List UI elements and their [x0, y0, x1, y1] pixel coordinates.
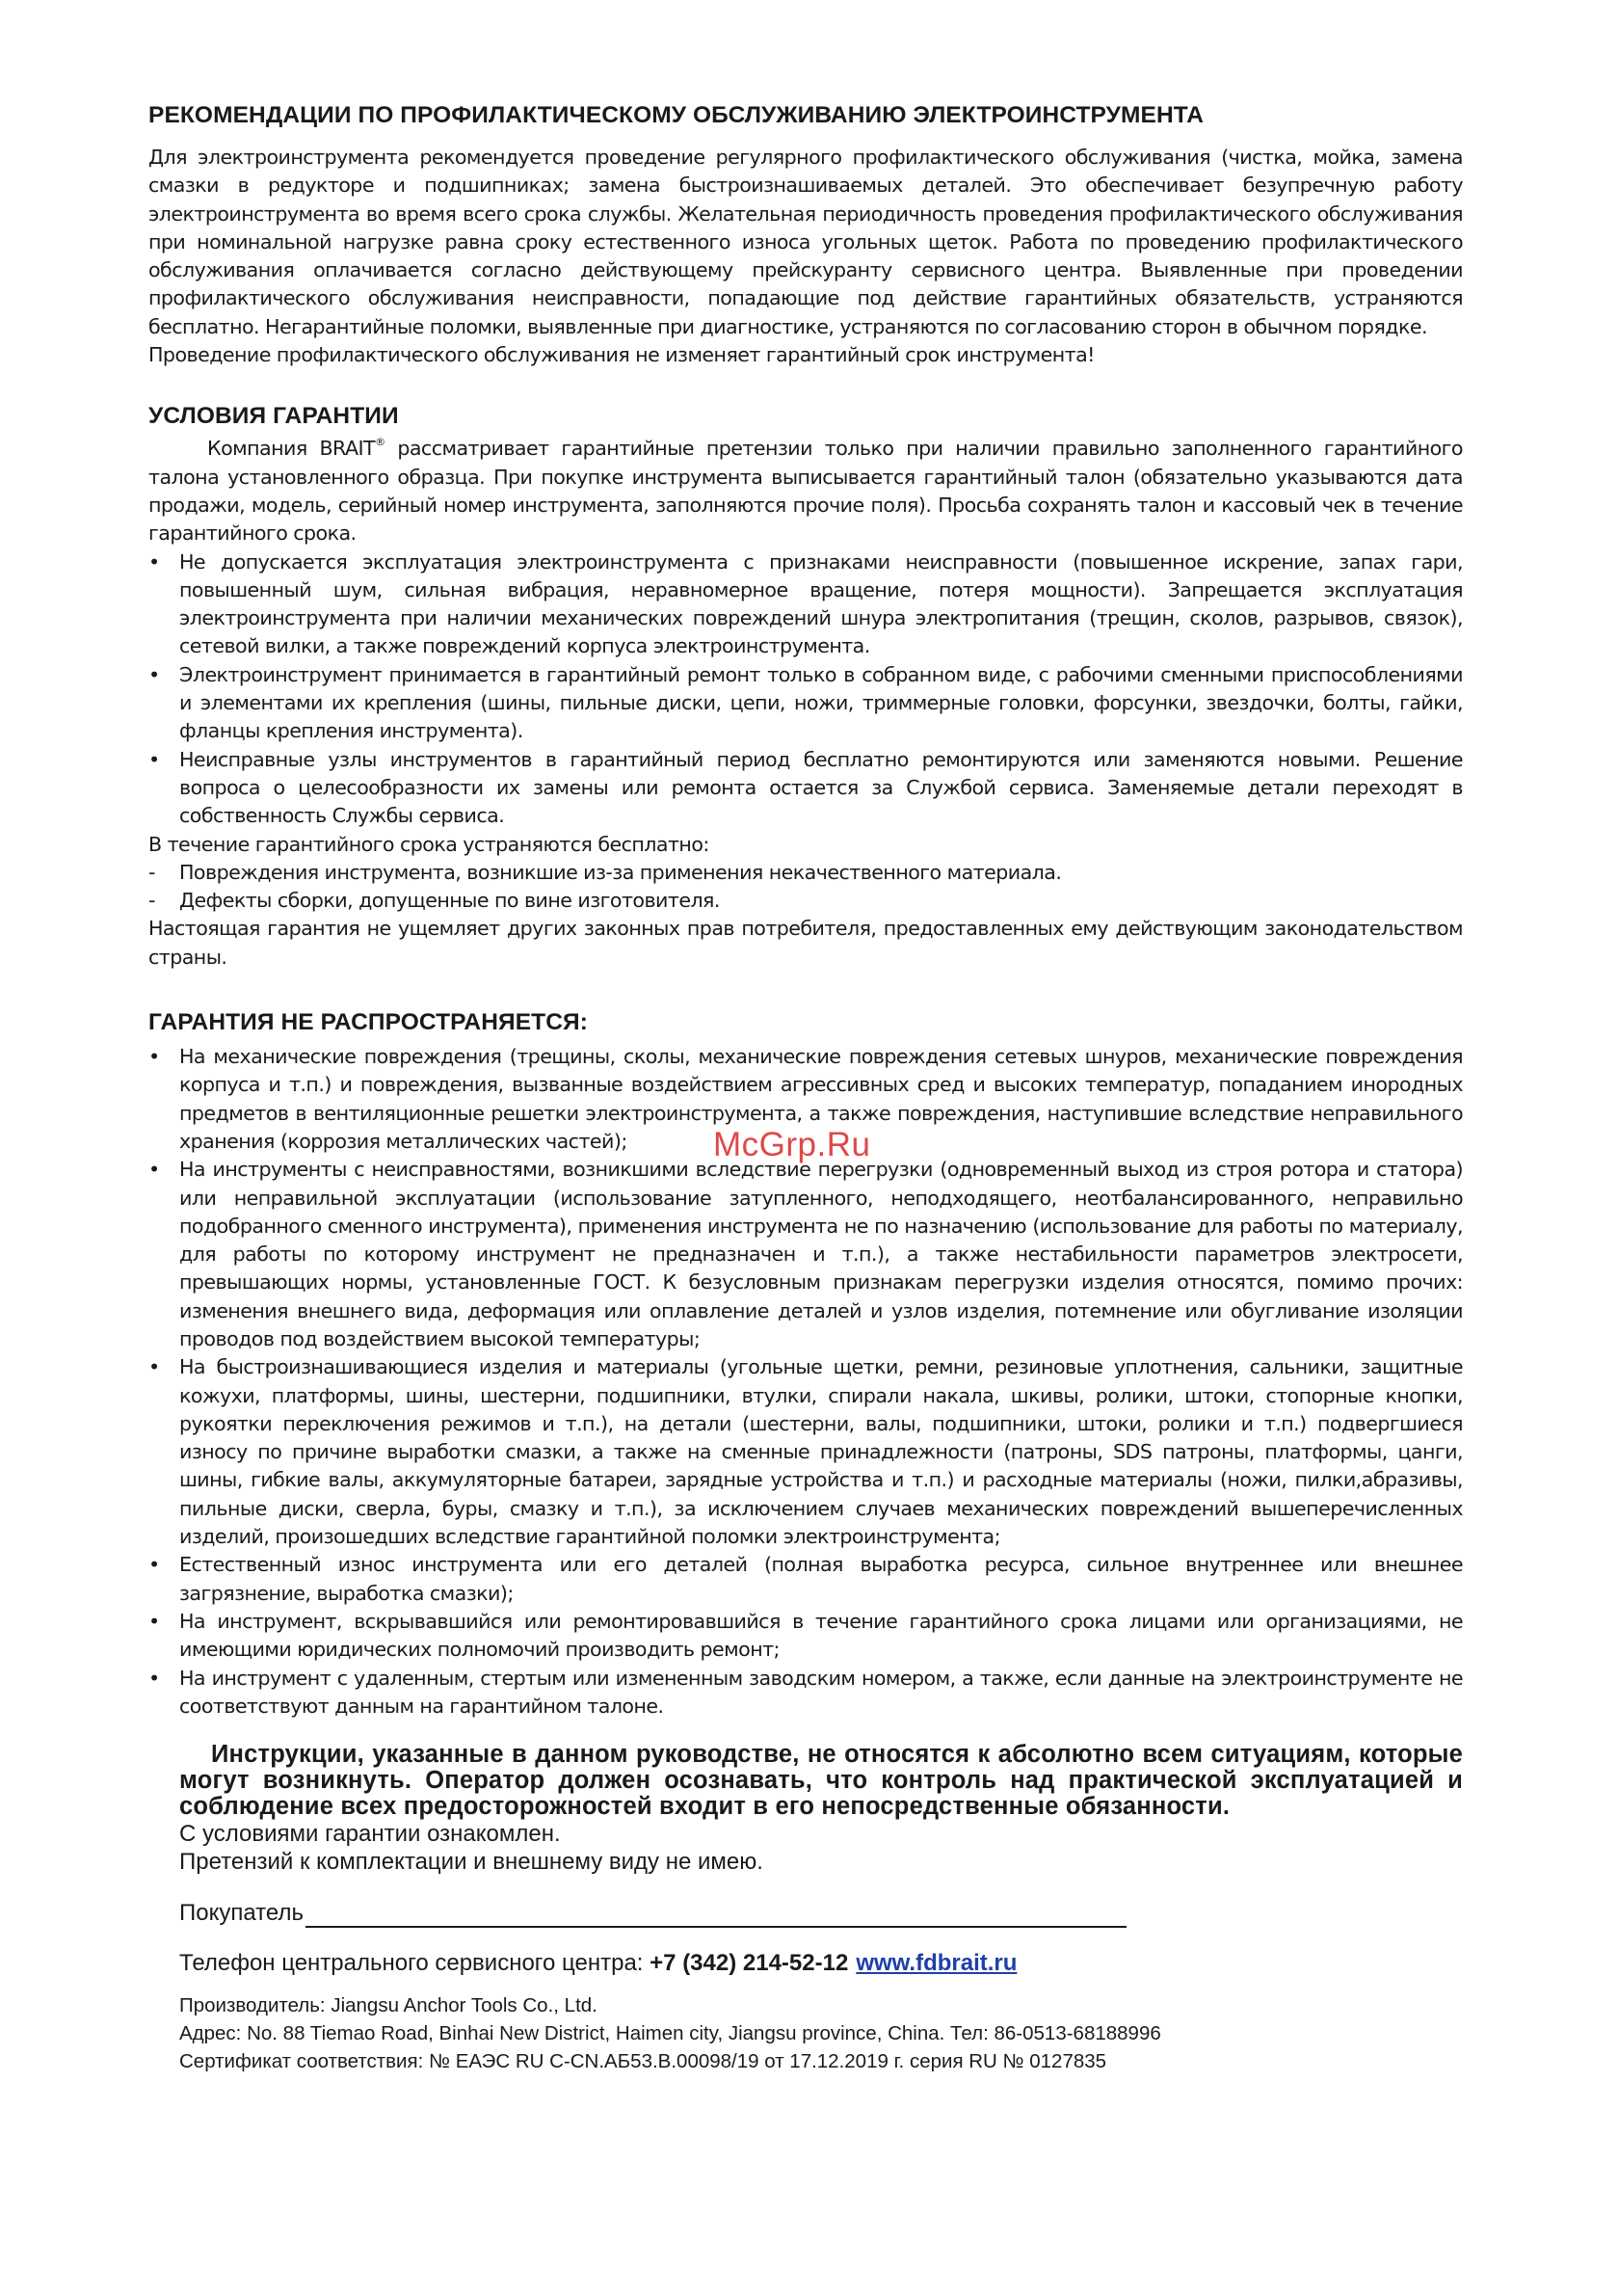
service-label: Телефон центрального сервисного центра: [179, 1950, 650, 1977]
maintenance-note: Проведение профилактического обслуживания не изменяет гарантийный срок инструмента! [148, 343, 1095, 367]
list-item: • На механические повреждения (трещины, сколы, механические повреждения сетевых шнуров, механические повреждения корпуса и т.п.) и повреждения, вызванные воздействием агрессивных сред и высоких температур, попаданием инородных предметов в вентиляционные решетки электроинструмента, а также повреждения, наступившие вследствие неправильного хранения (коррозия металлических частей); [148, 1045, 1463, 1153]
warranty-section [148, 402, 1463, 972]
list-item: • Не допускается эксплуатация электроинструмента с признаками неисправности (повышенное искрение, запах гари, повышенный шум, сильная вибрация, неравномерное вращение, потеря мощности). Запрещается эксплуатация электроинструмента при наличии механических повреждений шнура электропитания (трещин, сколов, разрывов, связок), сетевой вилки, а также повреждений корпуса электроинструмента. [148, 549, 1463, 658]
registered-mark: ® [375, 436, 385, 449]
list-item: • Естественный износ инструмента или его деталей (полная выработка ресурса, сильное внутреннее или внешнее загрязнение, выработка смазки); [148, 1553, 1463, 1605]
ack-line: Претензий к комплектации и внешнему виду не имею. [179, 1849, 763, 1876]
list-item: • Электроинструмент принимается в гарантийный ремонт только в собранном виде, с рабочими сменными приспособлениями и элементами их крепления (шины, пильные диски, цепи, ножи, триммерные головки, форсунки, звездочки, болты, гайки, фланцы крепления инструмента). [148, 662, 1463, 743]
certificate-line: Сертификат соответствия: № ЕАЭС RU C-CN.АБ53.В.00098/19 от 17.12.2019 г. серия RU № 0127835 [179, 2050, 1107, 2073]
dash-icon: - [148, 860, 155, 884]
bullet-icon: • [148, 1553, 160, 1577]
service-contact [148, 1949, 1463, 1978]
bullet-icon: • [148, 1666, 160, 1690]
list-item: - Повреждения инструмента, возникшие из-за применения некачественного материала. [148, 859, 1463, 887]
maintenance-section [148, 101, 1463, 369]
list-item: • На инструмент с удаленным, стертым или измененным заводским номером, а также, если данные на электроинструменте не соответствуют данным на гарантийном талоне. [148, 1666, 1463, 1718]
warranty-title: УСЛОВИЯ ГАРАНТИИ [148, 403, 399, 430]
bullet-icon: • [148, 1355, 160, 1379]
buyer-label: Покупатель [179, 1900, 304, 1927]
service-phone: +7 (342) 214-52-12 [650, 1950, 849, 1977]
warranty-text [148, 435, 1463, 972]
dash-icon: - [148, 889, 155, 913]
exclusions-section [148, 1008, 1463, 1721]
acknowledgement [148, 1820, 1463, 1876]
ack-line: С условиями гарантии ознакомлен. [179, 1821, 561, 1848]
warranty-intro: Компания BRAIT® рассматривает гарантийные претензии только при наличии правильно заполненного гарантийного талона установленного образца. При покупке инструмента выписывается гарантийный талон (обязательно указываются дата продажи, модель, серийный номер инструмента, заполняются прочие поля). Просьба сохранять талон и кассовый чек в течение гарантийного срока. [148, 436, 1463, 546]
bullet-icon: • [148, 1045, 160, 1069]
signature-line [305, 1905, 1127, 1928]
buyer-signature [148, 1899, 1463, 1928]
list-item: • На инструмент, вскрывавшийся или ремонтировавшийся в течение гарантийного срока лицами или организациями, не имеющими юридических полномочий производить ремонт; [148, 1609, 1463, 1662]
service-site-link[interactable]: www.fdbrait.ru [856, 1950, 1018, 1977]
bullet-icon: • [148, 747, 160, 771]
maintenance-body: Для электроинструмента рекомендуется проведение регулярного профилактического обслуживания (чистка, мойка, замена смазки в редукторе и подшипниках; замена быстроизнашиваемых деталей. Это обеспечивает безупречную работу электроинструмента во время всего срока службы. Желательная периодичность проведения профилактического обслуживания при номинальной нагрузке равна сроку естественного износа угольных щеток. Работа по проведению профилактического обслуживания оплачивается согласно действующему прейскуранту сервисного центра. Выявленные при проведении профилактического обслуживания неисправности, попадающие под действие гарантийных обязательств, устраняются бесплатно. Негарантийные поломки, выявленные при диагностике, устраняются по согласованию сторон в обычном порядке. [148, 146, 1463, 338]
bullet-icon: • [148, 549, 160, 574]
bullet-icon: • [148, 662, 160, 686]
list-item: • Неисправные узлы инструментов в гарантийный период бесплатно ремонтируются или заменяются новыми. Решение вопроса о целесообразности их замены или ремонта остается за Службой сервиса. Заменяемые детали переходят в собственность Службы сервиса. [148, 747, 1463, 828]
bullet-icon: • [148, 1609, 160, 1633]
document-page [148, 101, 1463, 2075]
list-item: • На инструменты с неисправностями, возникшими вследствие перегрузки (одновременный выход из строя ротора и статора) или неправильной эксплуатации (использование затупленного, неподходящего, неотбалансированного, неправильно подобранного сменного инструмента), применения инструмента не по назначению (использование для работы по материалу, для работы по которому инструмент не предназначен и т.п.), а также нестабильности параметров электросети, превышающих нормы, установленные ГОСТ. К безусловным признакам перегрузки изделия относятся, помимо прочих: изменения внешнего вида, деформация или оплавление деталей и узлов изделия, потемнение или обугливание изоляции проводов под воздействием высокой температуры; [148, 1158, 1463, 1350]
list-item: • На быстроизнашивающиеся изделия и материалы (угольные щетки, ремни, резиновые уплотнения, сальники, защитные кожухи, платформы, шины, шестерни, подшипники, втулки, спирали накала, шкивы, ролики, штоки, стопорные кнопки, рукоятки переключения режимов и т.п.), на детали (шестерни, валы, подшипники, штоки, ролики и т.п.) подвергшиеся износу по причине выработки смазки, а также на сменные принадлежности (патроны, SDS патроны, платформы, цанги, шины, гибкие валы, аккумуляторные батареи, зарядные устройства и т.п.) и расходные материалы (ножи, пилки,абразивы, пильные диски, сверла, буры, смазку и т.п.), за исключением случаев механических повреждений вышеперечисленных изделий, произошедших вследствие гарантийной поломки электроинструмента; [148, 1355, 1463, 1549]
manufacturer-line: Производитель: Jiangsu Anchor Tools Co., Ltd. [179, 1994, 597, 2017]
maintenance-text [148, 144, 1463, 369]
consumer-rights: Настоящая гарантия не ущемляет других законных прав потребителя, предоставленных ему действующим законодательством страны. [148, 917, 1463, 969]
exclusions-title: ГАРАНТИЯ НЕ РАСПРОСТРАНЯЕТСЯ: [148, 1009, 588, 1036]
watermark: McGrp.Ru [713, 1126, 871, 1163]
free-fix-intro: В течение гарантийного срока устраняются бесплатно: [148, 832, 709, 856]
address-line: Адрес: No. 88 Tiemao Road, Binhai New District, Haimen city, Jiangsu province, China. Тел: 86-0513-68188996 [179, 2022, 1161, 2045]
operator-notice: Инструкции, указанные в данном руководстве, не относятся к абсолютно всем ситуациям, которые могут возникнуть. Оператор должен осознавать, что контроль над практической эксплуатацией и соблюдение всех предосторожностей входит в его непосредственные обязанности. [179, 1741, 1463, 1821]
warranty-list [148, 548, 1463, 831]
manufacturer-info [148, 1991, 1463, 2075]
bullet-icon: • [148, 1158, 160, 1182]
list-item: - Дефекты сборки, допущенные по вине изготовителя. [148, 887, 1463, 915]
free-fix-list [148, 859, 1463, 916]
maintenance-title: РЕКОМЕНДАЦИИ ПО ПРОФИЛАКТИЧЕСКОМУ ОБСЛУЖИВАНИЮ ЭЛЕКТРОИНСТРУМЕНТА [148, 102, 1205, 128]
